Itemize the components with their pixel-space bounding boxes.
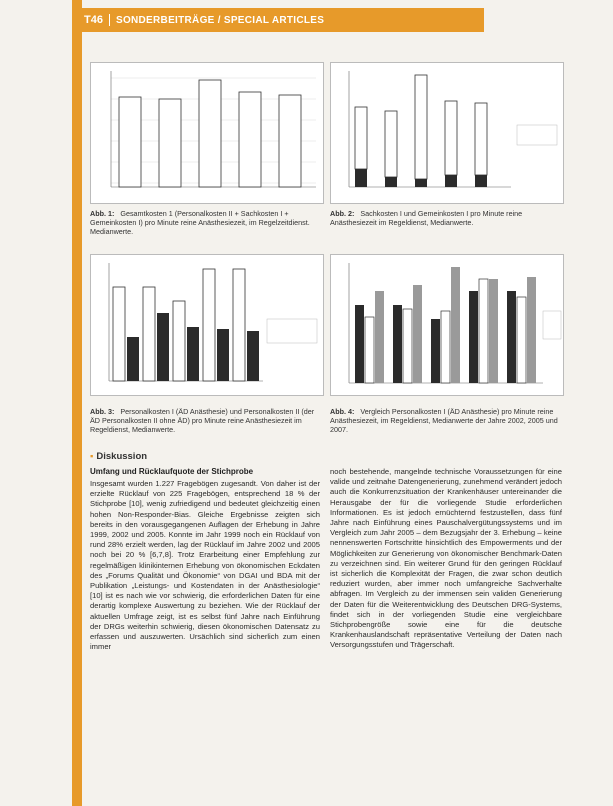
body-column-left: Insgesamt wurden 1.227 Fragebögen zugesandt. Von daher ist der erzielte Rücklauf von 225 Fragebögen, entsprechend 18 % der Stichprobe [10], wenig zufriedigend und bedeutet gleichzeitig einen hohen Non-Responder-Bias. Gleiche Ergebnisse zeigten sich bereits in den vorausgegangenen Auflagen der Erhebung in Jahre 1999, 2002 und 2005. Konnte im Jahr 1999 noch ein Rücklauf von rund 28% erzielt werden, lag der Rücklauf im Jahre 2002 und 2005 noch bei 20 % [6,7,8]. Trotz Erarbeitung einer Empfehlung zur regelmäßigen klinikinternen Erhebung von ökonomischen Eckdaten des „Forums Qualität und Ökonomie“ von DGAI und BDA mit der Publikation „Leistungs- und Kostendaten in der Anästhesiologie“ [10] ist es nach wie vor schwierig, die erforderlichen Daten für eine derartig komplexe Auswertung zu beziehen. Wie der Rücklauf der aktuellen Umfrage zeigt, ist es selbst fünf Jahre nach Einführung der DRGs weiterhin schwierig, diesen ökonomischen Datensatz zu erfassen und auszuwerten. Ursächlich sind sicherlich zum einen immer xyxy=(90,479,320,652)
figure-4-bar xyxy=(413,285,422,383)
figure-3-bar xyxy=(157,313,169,381)
figure-2-legend xyxy=(517,125,557,145)
figure-4-bar xyxy=(451,267,460,383)
figure-4-caption: Abb. 4: Vergleich Personalkosten I (ÄD Anästhesie) pro Minute reine Anästhesiezeit, im Regeldienst, Medianwerte der Jahre 2002, 2005 und 2007. xyxy=(330,407,558,434)
figure-4-bar xyxy=(355,305,364,383)
figure-3-chart xyxy=(90,254,324,396)
figure-3-bar xyxy=(113,287,125,381)
figure-2-bar xyxy=(355,107,367,169)
margin-color-bar xyxy=(72,0,82,806)
figure-4-bar xyxy=(469,291,478,383)
figure-4-bar xyxy=(393,305,402,383)
section-heading: ▪ Diskussion xyxy=(90,451,147,462)
figure-1-bar xyxy=(159,99,181,187)
running-header xyxy=(72,8,484,32)
figure-1-bar xyxy=(199,80,221,187)
figure-2-bar xyxy=(475,103,487,175)
figure-2-bar xyxy=(415,75,427,179)
body-column-right: noch bestehende, mangelnde technische Voraussetzungen für eine valide und zeitnahe Datengenerierung, zunehmend verändert jedoch auch die Konkurrenzsituation der Krankenhäuser untereinander die Herausgabe der für die vorliegende Studie erforderlichen Informationen. Es ist jedoch ernüchternd festzustellen, dass fünf Jahre nach Einführung eines Pauschalvergütungssystems und im Vergleich zum Jahr 2005 – dem Bezugsjahr der 3. Erhebung – keine nennenswerten Fortschritte hinsichtlich des Empowerments und der Möglichkeiten zur Generierung von ökonomischer Benchmark-Daten zu verzeichnen sind. Ein weiterer Grund für den geringen Rücklauf ist sicherlich die Komplexität der Fragen, die zwar schon deutlich reduziert wurden, aber immer noch umfangreiche Sachverhalte abfragen. Im Vergleich zu der immensen sein validen Generierung der Daten für die Weiterentwicklung des Deutschen DRG-Systems, findet sich in der vorliegenden Studie eine vergleichbare Stichprobengröße sowie eine für die deutsche Krankenhauslandschaft repräsentative Verteilung der Daten nach Versorgungsstufen und Trägerschaft. xyxy=(330,467,562,650)
figure-4-bar xyxy=(375,291,384,383)
figure-3-bar xyxy=(217,329,229,381)
figure-2-bar xyxy=(385,111,397,177)
figure-2-svg xyxy=(331,63,563,203)
figure-1-caption: Abb. 1: Gesamtkosten 1 (Personalkosten II + Sachkosten I + Gemeinkosten I) pro Minute reine Anästhesiezeit, im Regelzeitdienst. Medianwerte. xyxy=(90,209,310,236)
figure-3-caption: Abb. 3: Personalkosten I (ÄD Anästhesie) und Personalkosten II (der ÄD Personalkosten II ohne ÄD) pro Minute reine Anästhesiezeit im Regeldienst, Medianwerte. xyxy=(90,407,315,434)
figure-2-bar xyxy=(415,179,427,187)
figure-1-bar xyxy=(119,97,141,187)
figure-4-bar xyxy=(517,297,526,383)
figure-3-bar xyxy=(127,337,139,381)
header-divider xyxy=(109,14,110,26)
figure-1-svg xyxy=(91,63,323,203)
figure-1-chart xyxy=(90,62,324,204)
figure-2-bar xyxy=(355,169,367,187)
figure-2-chart xyxy=(330,62,564,204)
figure-4-bar xyxy=(479,279,488,383)
figure-2-bar xyxy=(385,177,397,187)
figure-3-legend xyxy=(267,319,317,343)
figure-3-svg xyxy=(91,255,323,395)
figure-4-bar xyxy=(365,317,374,383)
section-label: SONDERBEITRÄGE / SPECIAL ARTICLES xyxy=(115,14,325,26)
figure-2-caption: Abb. 2: Sachkosten I und Gemeinkosten I pro Minute reine Anästhesiezeit im Regeldienst, Medianwerte. xyxy=(330,209,523,227)
subheading: Umfang und Rücklaufquote der Stichprobe xyxy=(90,467,254,476)
figure-4-chart xyxy=(330,254,564,396)
figure-4-legend xyxy=(543,311,561,339)
figure-1-bar xyxy=(279,95,301,187)
figure-3-bar xyxy=(247,331,259,381)
figure-2-bar xyxy=(475,175,487,187)
figure-1-bar xyxy=(239,92,261,187)
page-number: T46 xyxy=(84,14,103,26)
figure-4-bar xyxy=(403,309,412,383)
figure-4-bar xyxy=(527,277,536,383)
figure-2-bar xyxy=(445,101,457,175)
figure-3-bar xyxy=(173,301,185,381)
figure-4-bar xyxy=(507,291,516,383)
figure-4-bar xyxy=(431,319,440,383)
figure-3-bar xyxy=(143,287,155,381)
figure-4-bar xyxy=(489,279,498,383)
figure-3-bar xyxy=(187,327,199,381)
figure-3-bar xyxy=(203,269,215,381)
figure-3-bar xyxy=(233,269,245,381)
figure-2-bar xyxy=(445,175,457,187)
figure-4-bar xyxy=(441,311,450,383)
figure-4-svg xyxy=(331,255,563,395)
